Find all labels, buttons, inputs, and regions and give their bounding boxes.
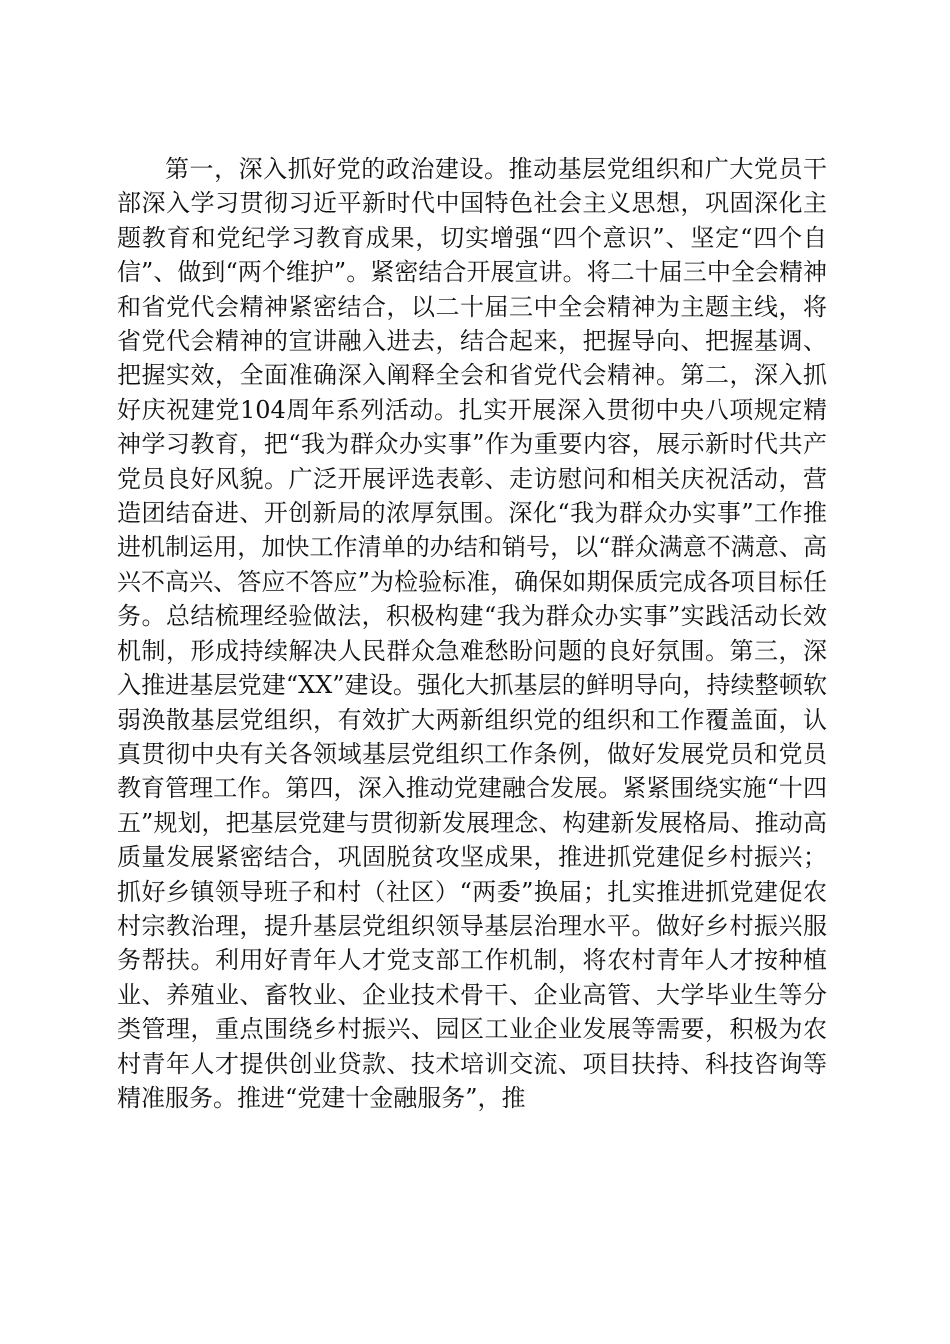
body-paragraph: 第一，深入抓好党的政治建设。推动基层党组织和广大党员干部深入学习贯彻习近平新时代中国特色社会主义思想，巩固深化主题教育和党纪学习教育成果，切实增强“四个意识”、坚定“四个自信”、做到“两个维护”。紧密结合开展宣讲。将二十届三中全会精神和省党代会精神紧密结合，以二十届三中全会精神为主题主线，将省党代会精神的宣讲融入进去，结合起来，把握导向、把握基调、把握实效，全面准确深入阐释全会和省党代会精神。第二，深入抓好庆祝建党104周年系列活动。扎实开展深入贯彻中央八项规定精神学习教育，把“我为群众办实事”作为重要内容，展示新时代共产党员良好风貌。广泛开展评选表彰、走访慰问和相关庆祝活动，营造团结奋进、开创新局的浓厚氛围。深化“我为群众办实事”工作推进机制运用，加快工作清单的办结和销号，以“群众满意不满意、高兴不高兴、答应不答应”为检验标准，确保如期保质完成各项目标任务。总结梳理经验做法，积极构建“我为群众办实事”实践活动长效机制，形成持续解决人民群众急难愁盼问题的良好氛围。第三，深入推进基层党建“XX”建设。强化大抓基层的鲜明导向，持续整顿软弱涣散基层党组织，有效扩大两新组织党的组织和工作覆盖面，认真贯彻中央有关各领域基层党组织工作条例，做好发展党员和党员教育管理工作。第四，深入推动党建融合发展。紧紧围绕实施“十四五”规划，把基层党建与贯彻新发展理念、构建新发展格局、推动高质量发展紧密结合，巩固脱贫攻坚成果，推进抓党建促乡村振兴；抓好乡镇领导班子和村（社区）“两委”换届；扎实推进抓党建促农村宗教治理，提升基层党组织领导基层治理水平。做好乡村振兴服务帮扶。利用好青年人才党支部工作机制，将农村青年人才按种植业、养殖业、畜牧业、企业技术骨干、企业高管、大学毕业生等分类管理，重点围绕乡村振兴、园区工业企业发展等需要，积极为农村青年人才提供创业贷款、技术培训交流、项目扶持、科技咨询等精准服务。推进“党建十金融服务”，推 <box>117 155 827 1112</box>
